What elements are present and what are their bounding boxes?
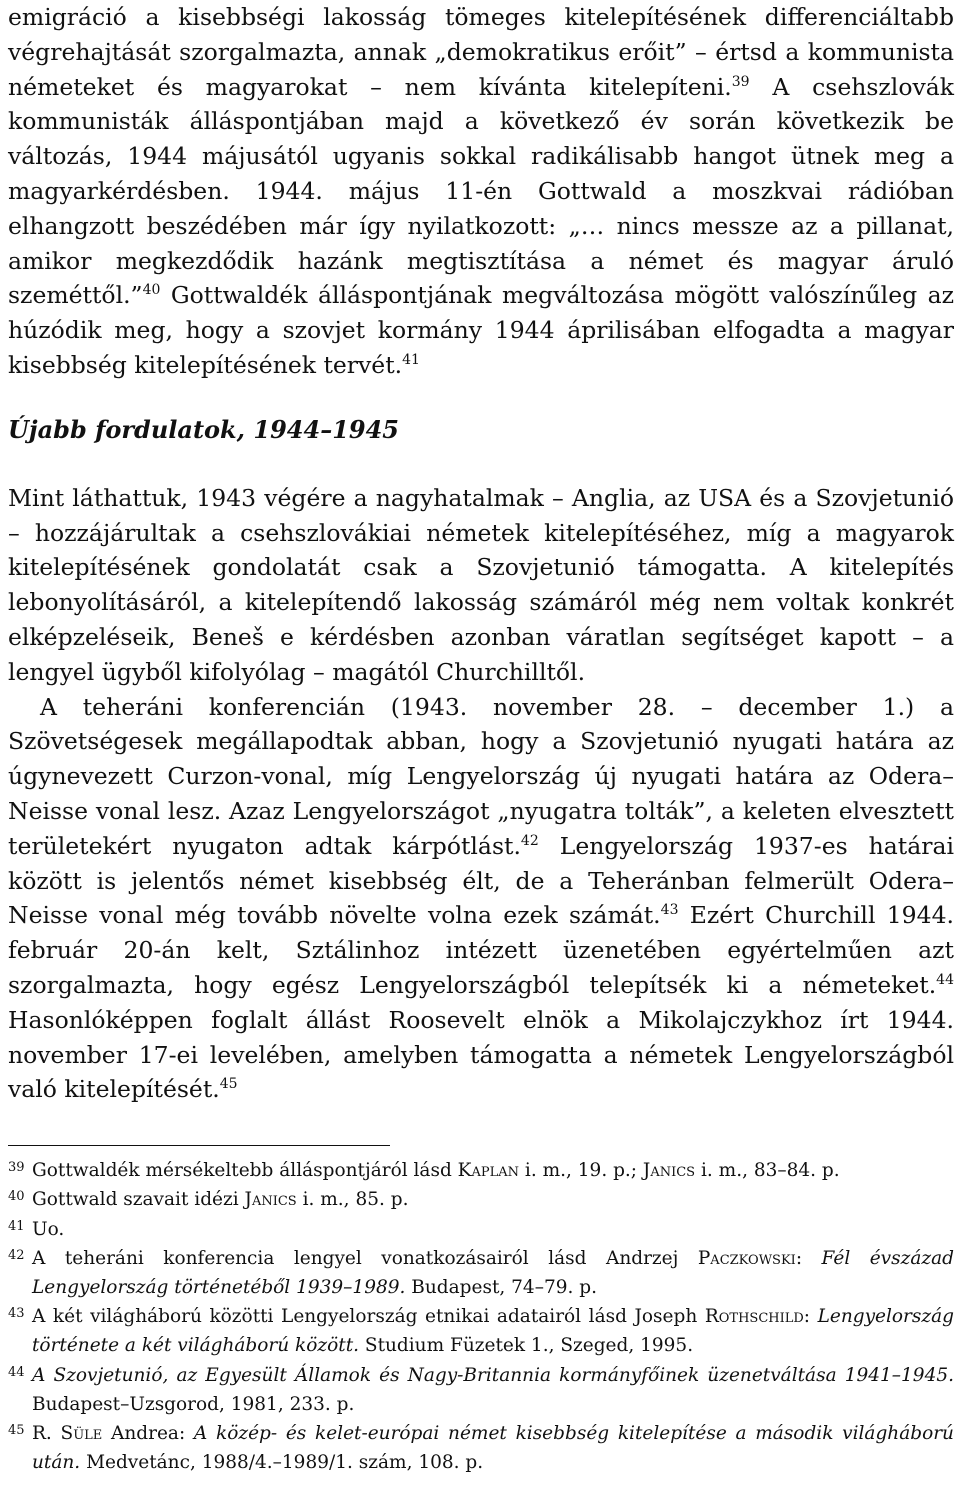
paragraph-3: A teheráni konferencián (1943. november 28. – december 1.) a Szövetségesek megállapodtak abban, hogy a Szovjetunió nyugati határa az úgynevezett Curzon-vonal, míg Lengyelország új nyugati határa az Odera–Neisse vonal lesz. Azaz Lengyelországot „nyugatra tolták”, a keleten elvesztett területekért nyugaton adtak kárpótlást.$^{42}$ Lengyelország 1937-es határai között is jelentős német kisebbség élt, de a Teheránban felmerült Odera–Neisse vonal még tovább növelte volna ezek számát.$^{43}$ Ezért Churchill 1944. február 20-án kelt, Sztálinhoz intézett üzenetében egyértelműen azt szorgalmazta, hogy egész Lengyelországból telepítsék ki a németeket.$^{44}$ Hasonlóképpen foglalt állást Roosevelt elnök a Mikolajczykhoz írt 1944. november 17-ei levelében, amelyben támogatta a németek Lengyelországból való kitelepítését.$^{45}$ [8,692,954,1104]
footnote-ref-40[interactable]: 40 [142,282,161,299]
footnote-separator [8,1145,390,1146]
footnote-number: 41 [8,1218,25,1234]
paragraph-2: Mint láthattuk, 1943 végére a nagyhatalmak – Anglia, az USA és a Szovjetunió – hozzájárultak a csehszlovákiai németek kitelepítéséhez, míg a magyarok kitelepítésének gondolatát csak a Szovjetunió támogatta. A kitelepítés lebonyolításáról, a kitelepítendő lakosság számáról még nem voltak konkrét elképzeléseik, Beneš e kérdésben azonban váratlan segítséget kapott – a lengyel ügyből kifolyólag – magától Churchilltől. [8,483,954,686]
footnote-41: 41 Uo. [8,1215,954,1244]
footnote-ref-42[interactable]: 42 [520,832,539,849]
footnote-42: 42 A teheráni konferencia lengyel vonatkozásairól lásd Andrzej Paczkowski: Fél évszázad Lengyelország történetéből 1939–1989. Budapest, 74–79. p. [8,1244,954,1302]
footnote-number: 44 [8,1364,25,1380]
body-text [8,0,954,1107]
footnote-number: 45 [8,1422,25,1438]
footnote-number: 43 [8,1306,25,1322]
footnote-ref-41[interactable]: 41 [402,351,420,368]
footnote-45: 45 R. Süle Andrea: A közép- és kelet-európai német kisebbség kitelepítése a második világháború után. Medvetánc, 1988/4.–1989/1. szám, 108. p. [8,1419,954,1477]
footnote-ref-43[interactable]: 43 [660,902,679,919]
footnote-40: 40 Gottwald szavait idézi Janics i. m., 85. p. [8,1185,954,1214]
footnote-39: 39 Gottwaldék mérsékeltebb álláspontjáról lásd Kaplan i. m., 19. p.; Janics i. m., 83–84. p. [8,1156,954,1185]
footnote-ref-45[interactable]: 45 [219,1076,238,1093]
footnote-number: 42 [8,1247,25,1263]
footnote-number: 40 [8,1189,25,1205]
footnote-43: 43 A két világháború közötti Lengyelország etnikai adatairól lásd Joseph Rothschild: Lengyelország története a két világháború között. Studium Füzetek 1., Szeged, 1995. [8,1302,954,1360]
footnote-number: 39 [8,1160,25,1176]
footnote-ref-39[interactable]: 39 [731,73,750,90]
section-heading: Újabb fordulatok, 1944–1945 [8,414,399,444]
footnotes [8,1156,954,1477]
paragraph-1: emigráció a kisebbségi lakosság tömeges kitelepítésének differenciáltabb végrehajtását szorgalmazta, annak „demokratikus erőit” – értsd a kommunista németeket és magyarokat – nem kívánta kitelepíteni.$^{39}$ A csehszlovák kommunisták álláspontjában majd a következő év során következik be változás, 1944 májusától ugyanis sokkal radikálisabb hangot ütnek meg a magyarkérdésben. 1944. május 11-én Gottwald a moszkvai rádióban elhangzott beszédében már így nyilatkozott: „… nincs messze az a pillanat, amikor megkezdődik hazánk megtisztítása a német és magyar áruló szeméttől.”$^{40}$ Gottwaldék álláspontjának megváltozása mögött valószínűleg az húzódik meg, hogy a szovjet kormány 1944 áprilisában elfogadta a magyar kisebbség kitelepítésének tervét.$^{41}$ [8,3,954,379]
footnote-44: 44 A Szovjetunió, az Egyesült Államok és Nagy-Britannia kormányfőinek üzenetváltása 1941–1945. Budapest–Uzsgorod, 1981, 233. p. [8,1361,954,1419]
footnote-ref-44[interactable]: 44 [936,971,954,988]
